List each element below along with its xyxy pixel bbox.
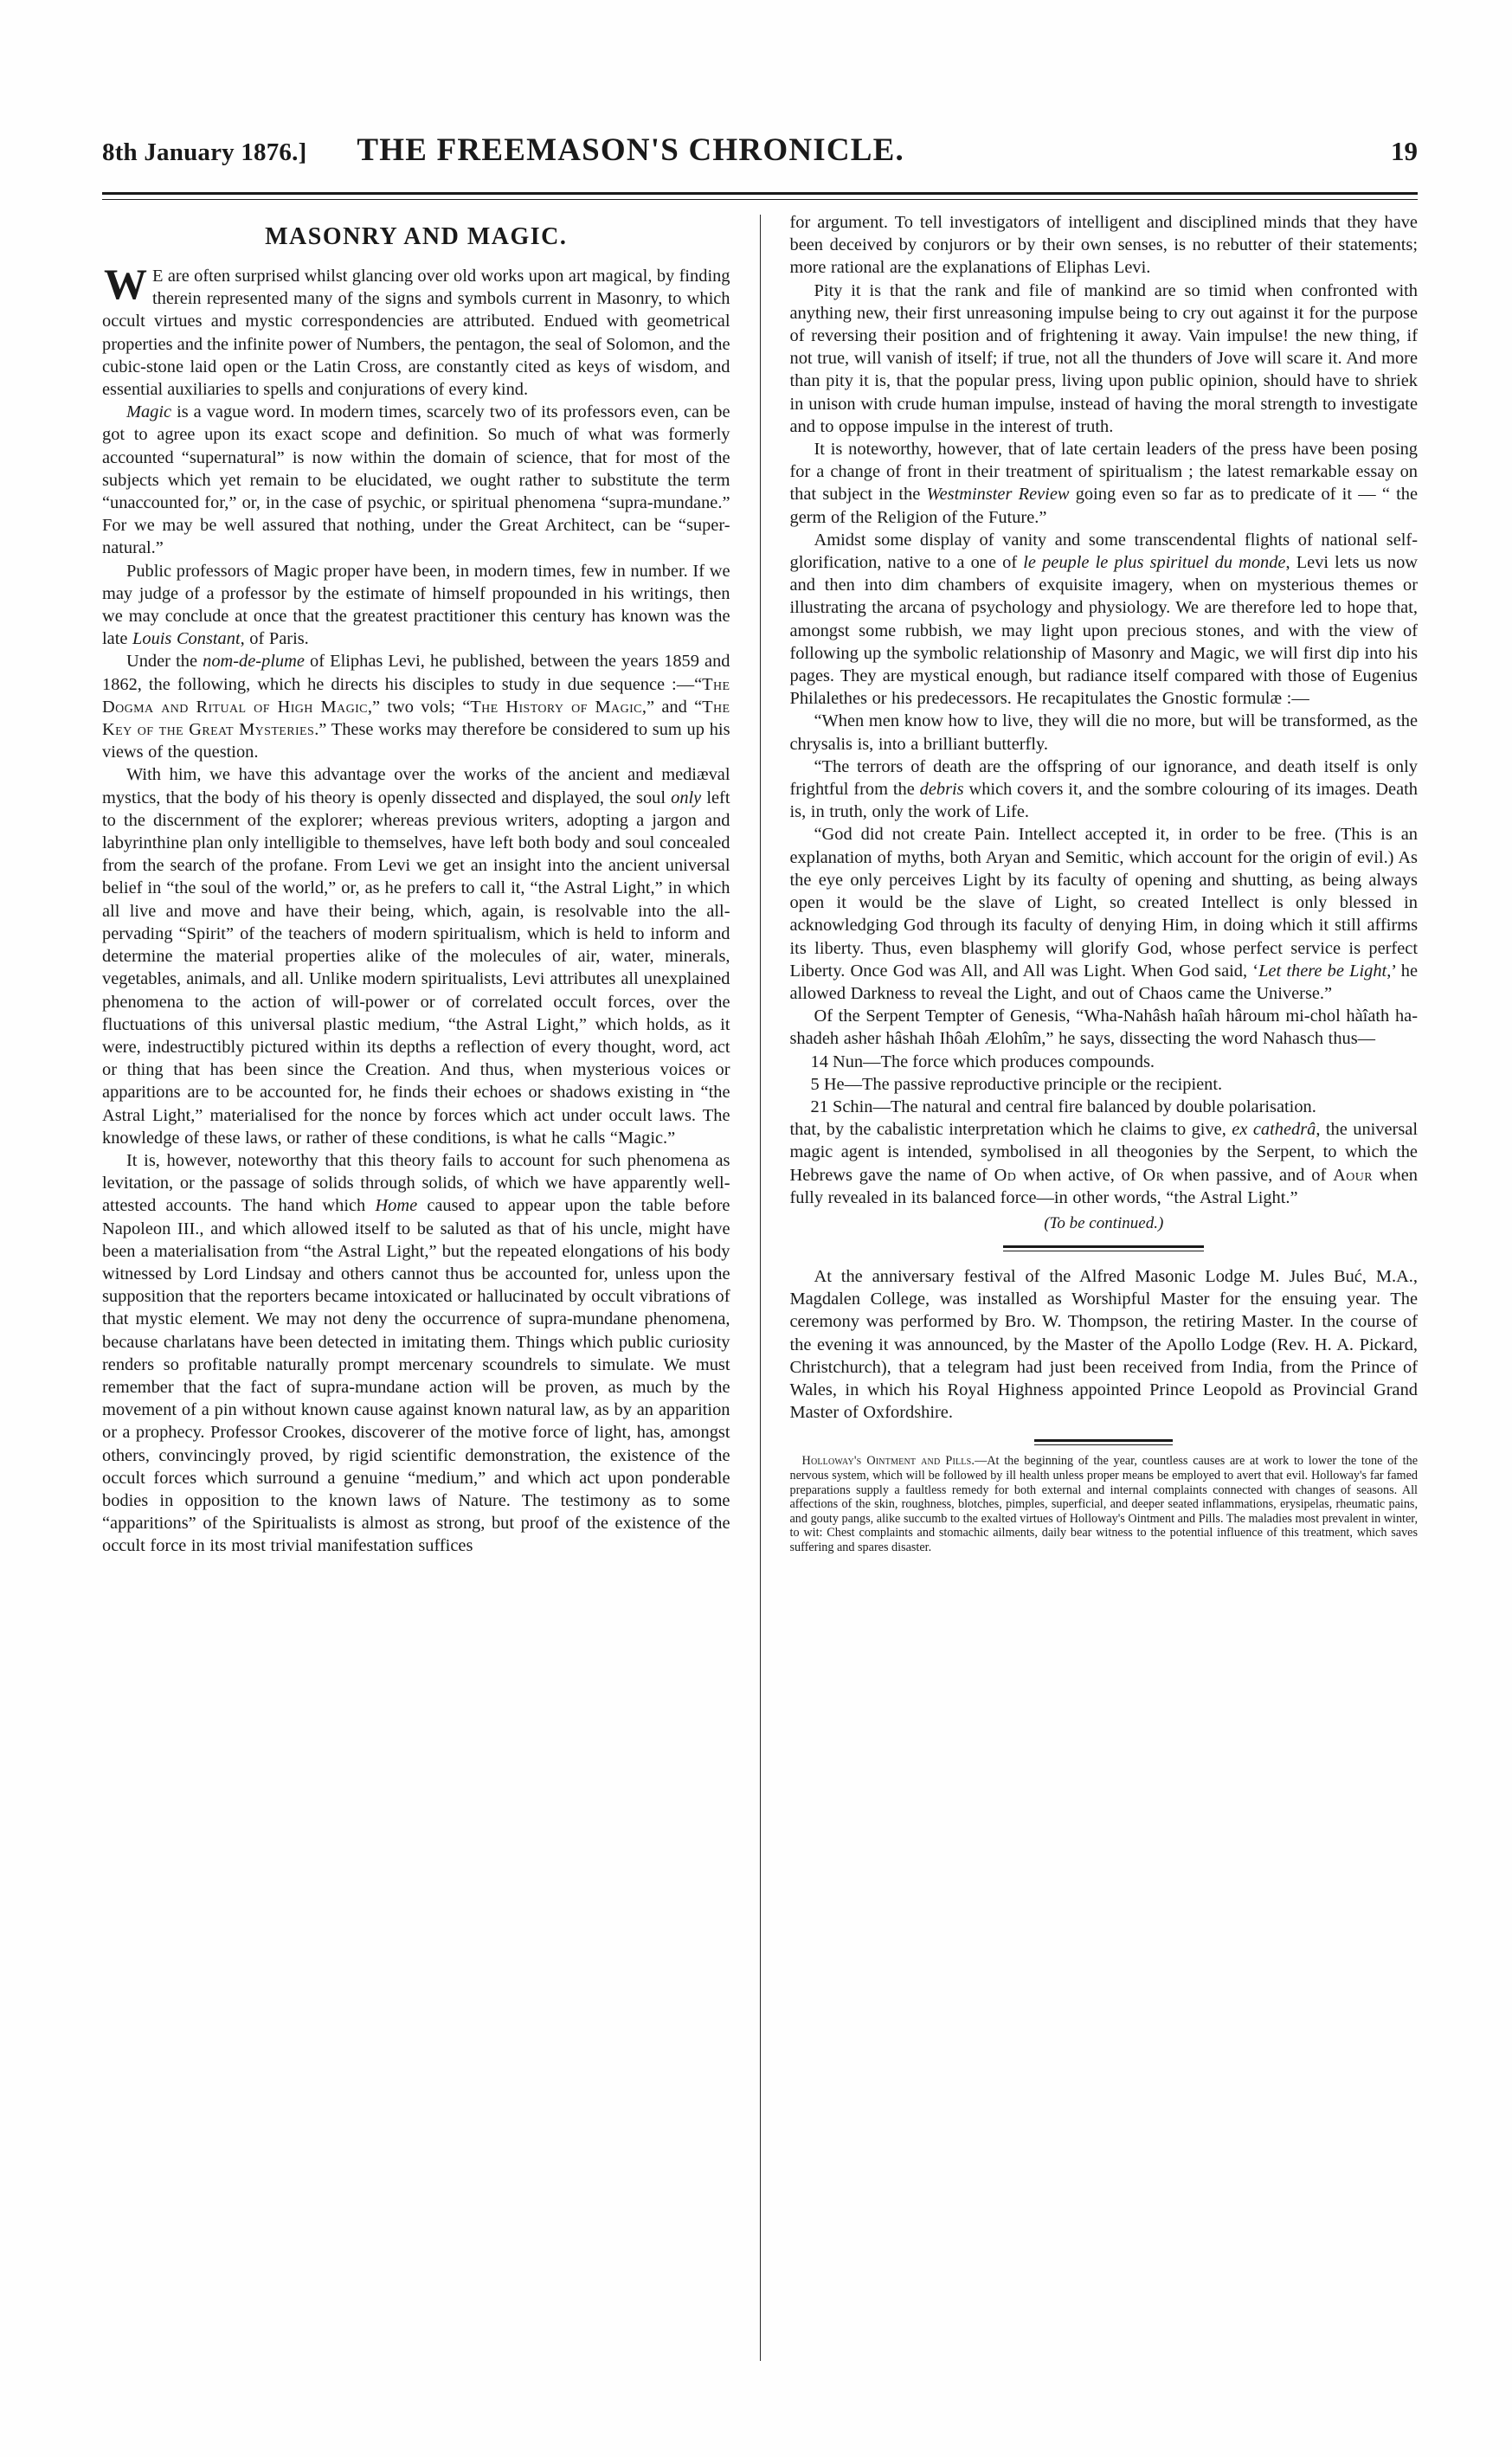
publication-title: THE FREEMASON'S CHRONICLE. (357, 132, 904, 168)
paragraph-6-text-a: It is, however, noteworthy that this theory fails to account for such phenomena as levitation, or the passage of solids through solids, of which we have apparently well-attested accounts. The hand which (102, 1150, 730, 1216)
list-item (790, 1073, 1419, 1096)
paragraph-4-text-c: ,” two vols; “ (367, 697, 471, 717)
debris-italic: debris (919, 780, 964, 800)
hebrew-item-number: 14 (810, 1052, 828, 1071)
or-smallcaps: Or (1142, 1165, 1165, 1185)
serpent-tempter-paragraph: Of the Serpent Tempter of Genesis, “Wha-Nahâsh haîah hâroum mi-chol hàîath ha-shadeh asher hâshah Ihôah Ælohîm,” he says, dissecting the word Nahasch thus— (789, 1007, 1418, 1049)
paragraph-1-text: E are often surprised whilst glancing over old works upon art magical, by finding therein represented many of the signs and symbols current in Masonry, to which occult virtues and mystic correspondencies are attributed. Endued with geometrical properties and the infinite power of Numbers, the pentagon, the seal of Solomon, and the cubic-stone laid open or the Latin Cross, are constantly cited as keys of wisdom, and essential auxiliaries to spells and conjurations of every kind. (102, 267, 730, 400)
louis-constant-italic: Louis Constant (132, 629, 241, 649)
left-column (102, 211, 746, 2401)
hebrew-item-text: He—The passive reproductive principle or the recipient. (823, 1074, 1223, 1094)
article-paragraph-6 (102, 1149, 730, 1558)
right-paragraph-3-text-a: It is noteworthy, however, that of late certain leaders of the press have been posing for a change of front in their treatment of spiritualism ; the latest remarkable essay on that subject in the (789, 440, 1418, 505)
paragraph-4-text-e: .” These works may therefore be considered to sum up his views of the question. (102, 720, 730, 762)
page-number: 19 (1391, 136, 1418, 166)
lodge-note-paragraph: At the anniversary festival of the Alfred Masonic Lodge M. Jules Buć, M.A., Magdalen College, was installed as Worshipful Master for the ensuing year. The ceremony was performed by Bro. W. Thompson, the retiring Master. In the course of the evening it was announced, by the Master of the Apollo Lodge (Rev. H. A. Pickard, Christchurch), that a telegram had just been received from India, from the Prince of Wales, in which his Royal Highness appointed Prince Leopold as Provincial Grand Master of Oxfordshire. (789, 1266, 1418, 1423)
hebrew-item-text: Nun—The force which produces compounds. (833, 1052, 1155, 1071)
list-item (790, 1051, 1419, 1073)
paragraph-4-text-a: Under the (126, 652, 203, 672)
drop-cap-letter: W (104, 260, 147, 308)
paragraph-3-text-b: , of Paris. (240, 629, 309, 649)
right-paragraph-4 (790, 529, 1419, 711)
paragraph-6-text-b: caused to appear upon the table before Napoleon III., and which allowed itself to be saluted as that of his uncle, might have been a materialisation from “the Astral Light,” but the repeated elongations of his body witnessed by Lord Lindsay and others cannot thus be accounted for, unless upon the supposition that the reporters became intoxicated or hallucinated by occult vibrations of that mystic element. We may not deny the occurrence of supra-mundane phenomena, because charlatans have been detected in imitating them. Things which public curiosity renders so profitable naturally prompt mercenary scoundrels to simulate. We must remember that the fact of supra-mundane action will be proven, as much by the movement of a pin without known cause against known natural law, as by an apparition or a prophecy. Professor Crookes, discoverer of the motive force of light, has, amongst others, convincingly proved, by rigid scientific demonstration, the existence of the occult forces which surround a genuine “medium,” and which act upon ponderable bodies in opposition to the known laws of Nature. The testimony as to some “apparitions” of the Spiritualists is almost as strong, but proof of the existence of the occult force in its most trivial manifestation suffices (102, 1196, 730, 1556)
gnostic-quote-2-text-a: “The terrors of death are the offspring of our ignorance, and death itself is only frightful from the (789, 756, 1418, 800)
ex-cathedra-italic: ex cathedrâ (1232, 1120, 1316, 1140)
masthead-date: 8th January 1876.] (102, 138, 307, 166)
article-paragraph-2 (102, 401, 730, 559)
gnostic-quote-2-text-b: which covers it, and the sombre colouring of its images. Death is, in truth, only the work of Life. (789, 780, 1418, 822)
paragraph-2-text: is a vague word. In modern times, scarcely two of its professors even, can be got to agree upon its exact scope and definition. So much of what was formerly accounted “supernatural” is now within the domain of science, that for most of the subjects which yet remain to be elucidated, we ought rather to substitute the term “unaccounted for,” or, in the case of psychic, or spiritual phenomena “supra-mundane.” For we may be well assured that nothing, under the Great Architect, can be “super-natural.” (102, 402, 730, 558)
hebrew-letters-list (790, 1051, 1419, 1119)
gnostic-quote-3 (790, 823, 1419, 1005)
section-divider (1003, 1245, 1204, 1251)
book-title-key-great-mysteries: The Key of the Great Mysteries (102, 697, 730, 740)
right-paragraph-4-text-a: Amidst some display of vanity and some transcendental flights of national self-glorification, native to a one of (789, 530, 1418, 573)
paragraph-4-text-d: ,” and “ (641, 697, 703, 717)
advertisement-divider (1034, 1439, 1173, 1445)
home-italic: Home (375, 1196, 418, 1216)
aour-smallcaps: Aour (1333, 1165, 1373, 1185)
right-paragraph-3 (790, 438, 1419, 529)
right-paragraph-2: Pity it is that the rank and file of mankind are so timid when confronted with anything new, their first unreasoning impulse being to cry out against it for the purpose of reversing their position and of frightening it away. Vain impulse! the new thing, if not true, will vanish of itself; if true, not all the thunders of Jove will scare it. And more than pity it is, that the popular press, living upon public opinion, should have to shriek in unison with crude human impulse, instead of having the moral strength to investigate and to oppose impulse in the interest of truth. (789, 280, 1418, 436)
article-paragraph-1 (102, 260, 730, 401)
article-paragraph-5 (102, 763, 730, 1148)
advertisement-body: —At the beginning of the year, countless causes are at work to lower the tone of the nervous system, which will be followed by ill health unless proper means be employed to avert that evil. Holloway's far famed preparations supply a faultless remedy for both external and internal complaints connected with changes of seasons. All affections of the skin, roughness, blotches, pimples, superficial, and deeper seated inflammations, erysipelas, rheumatic pains, and gouty pangs, alike succumb to the exalted virtues of Holloway's Ointment and Pills. The maladies most prevalent in winter, to wit: Chest complaints and stomachic ailments, daily bear witness to the potential influence of this treatment, which saves suffering and spares disaster. (789, 1454, 1418, 1554)
french-phrase-italic: le peuple le plus spirituel du monde (1023, 553, 1286, 573)
gnostic-quote-1: “When men know how to live, they will die no more, but will be transformed, as the chrysalis is, into a brilliant butterfly. (789, 711, 1418, 754)
hebrew-item-number: 5 (810, 1074, 820, 1094)
gnostic-quote-3-text-b: ,’ he allowed Darkness to reveal the Light, and out of Chaos came the Universe.” (789, 961, 1419, 1003)
article-title: MASONRY AND MAGIC. (265, 223, 568, 250)
right-paragraph-6-text-a: that, by the cabalistic interpretation which he claims to give, (789, 1120, 1232, 1140)
article-columns (102, 211, 1418, 2401)
right-paragraph-6 (790, 1118, 1419, 1209)
column-divider (760, 215, 761, 2361)
book-title-dogma-ritual: The Dogma and Ritual of High Magic (102, 674, 730, 717)
to-be-continued-note: (To be continued.) (1044, 1213, 1164, 1232)
masthead-divider (102, 192, 1418, 200)
paragraph-5-text-b: left to the discernment of the explorer; whereas previous writers, adopting a jargon and labyrinthine plan only intelligible to themselves, have left both body and soul concealed from the search of the profane. From Levi we get an insight into the ancient universal belief in “the soul of the world,” or, as he prefers to call it, “the Astral Light,” in which all live and move and have their being, which, again, is resolvable into the all-pervading “Spirit” of the teachers of modern spiritualism, which is held to inform and determine the material properties alike of the molecules of air, water, minerals, vegetables, animals, and all. Unlike modern spiritualists, Levi attributes all unexplained phenomena to the action of will-power or of correlated occult forces, over the fluctuations of this universal plastic medium, “the Astral Light,” which holds, as it were, indestructibly pictured within its depths a reflection of every thought, word, act or thing that has been since the Creation. And thus, when mysterious voices or apparitions are to be accounted for, he finds their echoes or shadows existing in “the Astral Light,” materialised for the nonce by forces which act under occult laws. The knowledge of these laws, or rather of these conditions, is what he calls “Magic.” (102, 788, 730, 1148)
advertisement-headline: Holloway's Ointment and Pills. (801, 1454, 975, 1469)
right-paragraph-6-text-e: when fully revealed in its balanced force—in other words, “the Astral Light.” (789, 1165, 1418, 1207)
paragraph-3-text-a: Public professors of Magic proper have been, in modern times, few in number. If we may judge of a professor by the estimate of himself propounded in his writings, then we may conclude at once that the greatest practitioner this century has known was the late (102, 561, 730, 649)
book-title-history-of-magic: The History of Magic (470, 697, 642, 717)
right-paragraph-3-text-b: going even so far as to predicate of it — “ the germ of the Religion of the Future.” (789, 485, 1418, 527)
right-column (775, 211, 1419, 2401)
right-paragraph-1: for argument. To tell investigators of intelligent and disciplined minds that they have been deceived by conjurors or by their own senses, is no rebutter of their statements; more rational are the explanations of Eliphas Levi. (789, 213, 1418, 278)
nom-de-plume-italic: nom-de-plume (203, 652, 305, 672)
article-paragraph-4 (102, 650, 730, 763)
right-paragraph-4-text-b: , Levi lets us now and then into dim chambers of exquisite imagery, when on mysterious themes or illustrating the arcana of psychology and physiology. We are therefore led to hope that, amongst some rubbish, we may light upon precious stones, and with the view of following up the symbolic relationship of Masonry and Magic, we will first dip into his pages. They are mystical enough, but radiance itself compared with those of Eugenius Philalethes or his predecessors. He recapitulates the Gnostic formulæ :— (789, 553, 1418, 709)
list-item (790, 1096, 1419, 1118)
gnostic-quote-2 (790, 756, 1419, 824)
masthead (102, 132, 1418, 185)
right-paragraph-6-text-b: , the universal magic agent is intended, symbolised in all theogonies by the Serpent, to which the Hebrews gave the name of (789, 1120, 1418, 1185)
advertisement-block (790, 1454, 1419, 1554)
hebrew-item-number: 21 (810, 1097, 828, 1116)
paragraph-5-text-a: With him, we have this advantage over the works of the ancient and mediæval mystics, that the body of his theory is openly dissected and displayed, the soul (102, 765, 730, 807)
right-paragraph-6-text-d: when passive, and of (1164, 1165, 1334, 1185)
let-there-be-light-italic: Let there be Light (1258, 961, 1387, 981)
right-paragraph-6-text-c: when active, of (1016, 1165, 1143, 1185)
gnostic-quote-3-text-a: “God did not create Pain. Intellect accepted it, in order to be free. (This is an explanation of myths, both Aryan and Semitic, which account for the origin of evil.) As the eye only perceives Light by its faculty of opening and shutting, as being always open it would be the slave of Light, so created Intellect is only blessed in acknowledging God through its faculty of denying Him, in doing which it still affirms its liberty. Thus, even blasphemy will glorify God, whose perfect service is perfect Liberty. Once God was All, and All was Light. When God said, ‘ (789, 825, 1418, 981)
only-italic: only (671, 788, 702, 807)
paragraph-4-text-b: of Eliphas Levi, he published, between the years 1859 and 1862, the following, which he directs his disciples to study in due sequence :—“ (102, 652, 730, 694)
westminster-review-italic: Westminster Review (926, 485, 1070, 505)
od-smallcaps: Od (994, 1165, 1017, 1185)
article-paragraph-3 (102, 560, 730, 651)
magic-italic: Magic (126, 402, 172, 422)
hebrew-item-text: Schin—The natural and central fire balanced by double polarisation. (833, 1097, 1316, 1116)
